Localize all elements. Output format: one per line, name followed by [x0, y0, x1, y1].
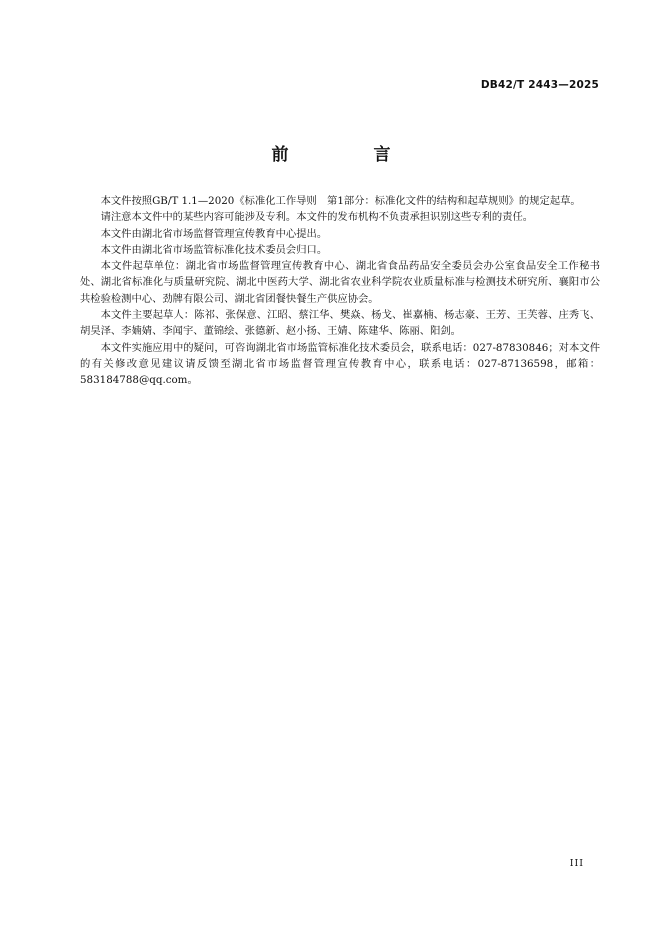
paragraph-contact: 本文件实施应用中的疑问，可咨询湖北省市场监管标准化技术委员会，联系电话：027-87830846；对本文件的有关修改意见建议请反馈至湖北省市场监督管理宣传教育中心，联系电话：027-87136598，邮箱：583184788@qq.com。	[80, 341, 600, 387]
paragraph-patent-notice: 请注意本文件中的某些内容可能涉及专利。本文件的发布机构不负责承担识别这些专利的责任。	[100, 211, 534, 224]
paragraph-centralized-unit: 本文件由湖北省市场监管标准化技术委员会归口。	[100, 243, 328, 256]
paragraph-drafting-rules: 本文件按照GB/T 1.1—2020《标准化工作导则 第1部分：标准化文件的结构和起草规则》的规定起草。	[100, 195, 581, 207]
page-title: 前 言	[271, 145, 425, 165]
paragraph-drafters: 本文件主要起草人：陈祁、张保意、江昭、蔡江华、樊焱、杨戈、崔嘉楠、杨志豪、王芳、王芙蓉、庄秀飞、胡昊泽、李婻婧、李闻宇、董锦绘、张德新、赵小扬、王婧、陈建华、陈丽、阳剑。	[80, 309, 600, 338]
foreword-body	[80, 193, 600, 389]
paragraph-proposer: 本文件由湖北省市场监督管理宣传教育中心提出。	[100, 227, 328, 240]
page-number: III	[569, 858, 584, 869]
document-code: DB42/T 2443—2025	[480, 79, 599, 91]
paragraph-drafting-units: 本文件起草单位：湖北省市场监督管理宣传教育中心、湖北省食品药品安全委员会办公室食品安全工作秘书处、湖北省标准化与质量研究院、湖北中医药大学、湖北省农业科学院农业质量标准与检测技术研究所、襄阳市公共检验检测中心、劲牌有限公司、湖北省团餐快餐生产供应协会。	[80, 260, 600, 305]
